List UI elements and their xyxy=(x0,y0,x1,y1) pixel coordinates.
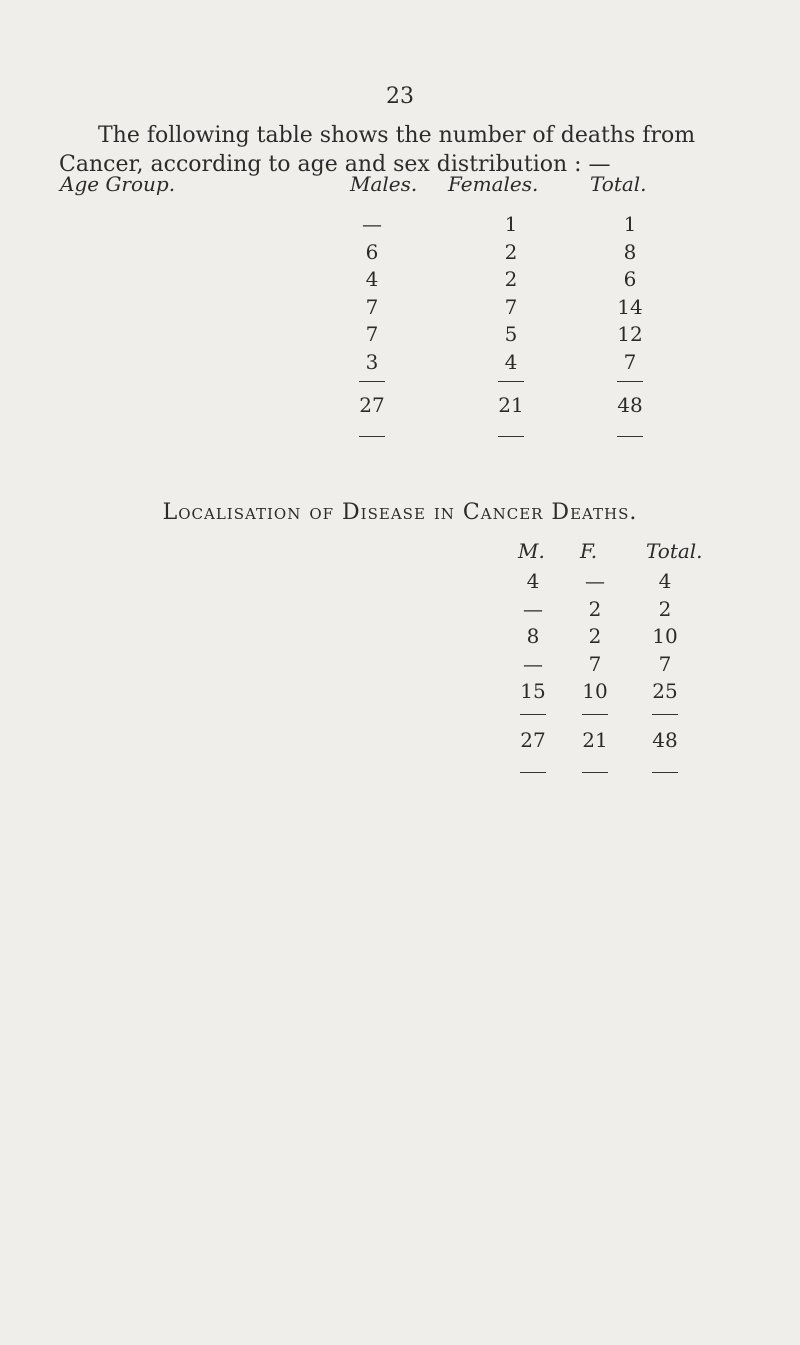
total-value: 12 xyxy=(617,322,643,346)
loc-sum-rule xyxy=(652,714,678,715)
females-value: 7 xyxy=(504,294,518,319)
males-value: 7 xyxy=(365,322,379,346)
header-age-group: Age Group. xyxy=(60,172,176,196)
total-value: 4 xyxy=(658,569,672,593)
intro-line-1: The following table shows the number of deaths from xyxy=(98,123,696,148)
males-value: 4 xyxy=(365,267,379,291)
age-table-header xyxy=(0,172,800,202)
loc-double-rule xyxy=(582,772,608,773)
age-table-row xyxy=(0,295,800,325)
header-total: Total. xyxy=(590,172,647,196)
females-value: 1 xyxy=(504,212,518,236)
males-value: 7 xyxy=(365,294,379,319)
header-m: M. xyxy=(518,539,545,563)
total-value: 25 xyxy=(652,679,678,703)
f-value: — xyxy=(585,569,605,593)
m-value: 15 xyxy=(520,679,546,703)
loc-double-rule xyxy=(520,772,546,773)
total-value: 7 xyxy=(658,651,672,676)
age-double-rule xyxy=(359,436,385,437)
localisation-row xyxy=(0,679,800,709)
age-double-rule xyxy=(498,436,524,437)
localisation-table-header xyxy=(0,539,800,569)
age-table-row xyxy=(0,350,800,380)
loc-sum-rule xyxy=(582,714,608,715)
localisation-row xyxy=(0,624,800,654)
localisation-row xyxy=(0,597,800,627)
m-value: — xyxy=(523,651,543,676)
loc-double-rule xyxy=(652,772,678,773)
age-table-row xyxy=(0,267,800,297)
f-value: 2 xyxy=(588,596,602,621)
total-value: 10 xyxy=(652,624,678,648)
age-table-row xyxy=(0,322,800,352)
section-title: Localisation of Disease in Cancer Deaths. xyxy=(162,500,638,525)
localisation-row xyxy=(0,569,800,599)
grand-total: 48 xyxy=(617,393,643,417)
f-value: 2 xyxy=(588,624,602,648)
age-totals-row xyxy=(0,393,800,423)
header-total-2: Total. xyxy=(646,539,703,563)
males-value: 3 xyxy=(365,349,379,374)
total-value: 2 xyxy=(658,596,672,621)
age-table-row xyxy=(0,240,800,270)
females-value: 4 xyxy=(504,349,518,374)
total-value: 7 xyxy=(623,349,637,374)
localisation-totals-row xyxy=(0,728,800,758)
females-value: 2 xyxy=(504,239,518,264)
age-sum-rule xyxy=(498,381,524,382)
intro-line-2: Cancer, according to age and sex distribution : — xyxy=(59,152,611,177)
total-value: 14 xyxy=(617,294,643,319)
m-total: 27 xyxy=(520,728,546,752)
age-sum-rule xyxy=(359,381,385,382)
males-value: — xyxy=(362,212,382,236)
total-value: 8 xyxy=(623,239,637,264)
f-total: 21 xyxy=(582,728,608,752)
loc-sum-rule xyxy=(520,714,546,715)
males-total: 27 xyxy=(359,393,385,417)
m-value: 8 xyxy=(526,624,540,648)
m-value: 4 xyxy=(526,569,540,593)
intro-paragraph xyxy=(59,121,788,179)
f-value: 10 xyxy=(582,679,608,703)
localisation-row xyxy=(0,652,800,682)
f-value: 7 xyxy=(588,651,602,676)
females-value: 2 xyxy=(504,267,518,291)
age-sum-rule xyxy=(617,381,643,382)
header-f: F. xyxy=(580,539,598,563)
page-number: 23 xyxy=(386,84,414,109)
females-total: 21 xyxy=(498,393,524,417)
header-males: Males. xyxy=(350,172,418,196)
females-value: 5 xyxy=(504,322,518,346)
grand-total: 48 xyxy=(652,728,678,752)
header-females: Females. xyxy=(448,172,539,196)
total-value: 1 xyxy=(623,212,637,236)
age-double-rule xyxy=(617,436,643,437)
age-table-row xyxy=(0,212,800,242)
m-value: — xyxy=(523,596,543,621)
males-value: 6 xyxy=(365,239,379,264)
total-value: 6 xyxy=(623,267,637,291)
